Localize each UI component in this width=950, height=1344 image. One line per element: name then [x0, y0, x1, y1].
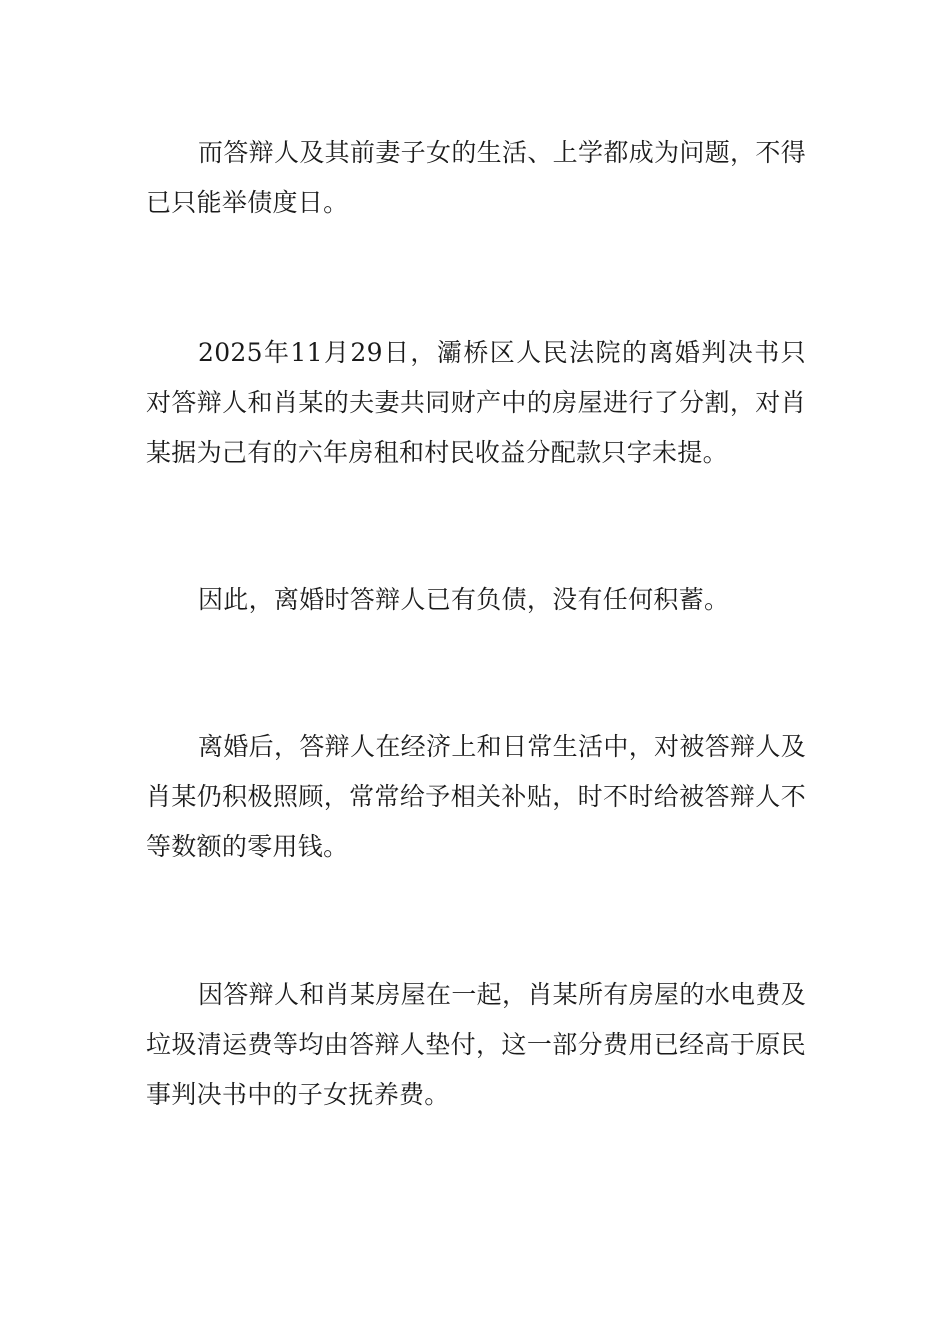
paragraph-4: 离婚后，答辩人在经济上和日常生活中，对被答辩人及肖某仍积极照顾，常常给予相关补贴，时不时给被答辩人不等数额的零用钱。	[146, 732, 806, 861]
paragraph-3: 因此，离婚时答辩人已有负债，没有任何积蓄。	[198, 585, 730, 614]
paragraph-2: 2025年11月29日，灞桥区人民法院的离婚判决书只对答辩人和肖某的夫妻共同财产中的房屋进行了分割，对肖某据为己有的六年房租和村民收益分配款只字未提。	[146, 338, 806, 467]
paragraph-5: 因答辩人和肖某房屋在一起，肖某所有房屋的水电费及垃圾清运费等均由答辩人垫付，这一部分费用已经高于原民事判决书中的子女抚养费。	[146, 980, 806, 1109]
paragraph-1: 而答辩人及其前妻子女的生活、上学都成为问题，不得已只能举债度日。	[146, 138, 806, 217]
